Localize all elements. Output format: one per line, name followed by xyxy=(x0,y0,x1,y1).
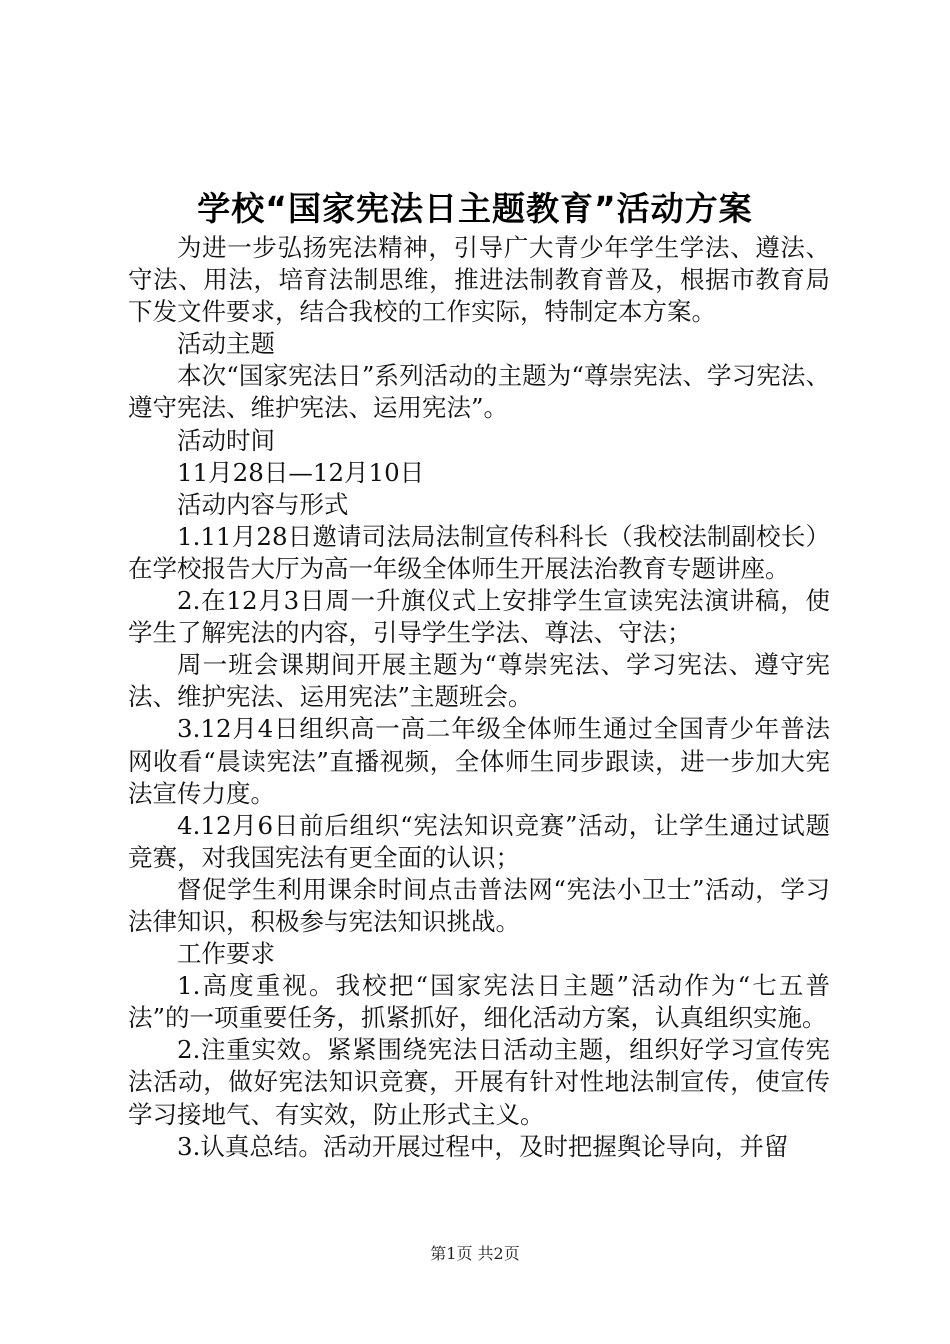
section-heading-theme: 活动主题 xyxy=(177,329,275,359)
section-heading-requirements: 工作要求 xyxy=(177,939,275,969)
content-item-2: 2.在12月3日周一升旗仪式上安排学生宣读宪法演讲稿，使学生了解宪法的内容，引导学生学法、尊法、守法； xyxy=(128,586,830,648)
time-paragraph: 11月28日—12月10日 xyxy=(177,457,425,487)
content-item-1: 1.11月28日邀请司法局法制宣传科科长（我校法制副校长）在学校报告大厅为高一年级全体师生开展法治教育专题讲座。 xyxy=(128,521,830,583)
intro-paragraph: 为进一步弘扬宪法精神，引导广大青少年学生学法、遵法、守法、用法，培育法制思维，推进法制教育普及，根据市教育局下发文件要求，结合我校的工作实际，特制定本方案。 xyxy=(128,233,830,327)
requirement-item-3: 3.认真总结。活动开展过程中，及时把握舆论导向，并留 xyxy=(177,1131,789,1161)
content-item-3: 3.12月4日组织高一高二年级全体师生通过全国青少年普法网收看“晨读宪法”直播视频，全体师生同步跟读，进一步加大宪法宣传力度。 xyxy=(128,714,830,808)
content-item-2-continued: 周一班会课期间开展主题为“尊崇宪法、学习宪法、遵守宪法、维护宪法、运用宪法”主题班会。 xyxy=(128,650,830,712)
section-heading-content: 活动内容与形式 xyxy=(177,489,349,519)
theme-paragraph: 本次“国家宪法日”系列活动的主题为“尊崇宪法、学习宪法、遵守宪法、维护宪法、运用宪法”。 xyxy=(128,361,830,423)
requirement-item-1: 1.高度重视。我校把“国家宪法日主题”活动作为“七五普法”的一项重要任务，抓紧抓好，细化活动方案，认真组织实施。 xyxy=(128,971,830,1033)
page-number-footer: 第1页 共2页 xyxy=(430,1244,520,1263)
content-item-4: 4.12月6日前后组织“宪法知识竞赛”活动，让学生通过试题竞赛，对我国宪法有更全面的认识； xyxy=(128,810,830,872)
content-item-4-continued: 督促学生利用课余时间点击普法网“宪法小卫士”活动，学习法律知识，积极参与宪法知识挑战。 xyxy=(128,874,830,936)
section-heading-time: 活动时间 xyxy=(177,425,275,455)
document-title: 学校“国家宪法日主题教育”活动方案 xyxy=(197,189,753,228)
requirement-item-2: 2.注重实效。紧紧围绕宪法日活动主题，组织好学习宣传宪法活动，做好宪法知识竞赛，开展有针对性地法制宣传，使宣传学习接地气、有实效，防止形式主义。 xyxy=(128,1035,830,1129)
document-body xyxy=(128,232,830,1163)
